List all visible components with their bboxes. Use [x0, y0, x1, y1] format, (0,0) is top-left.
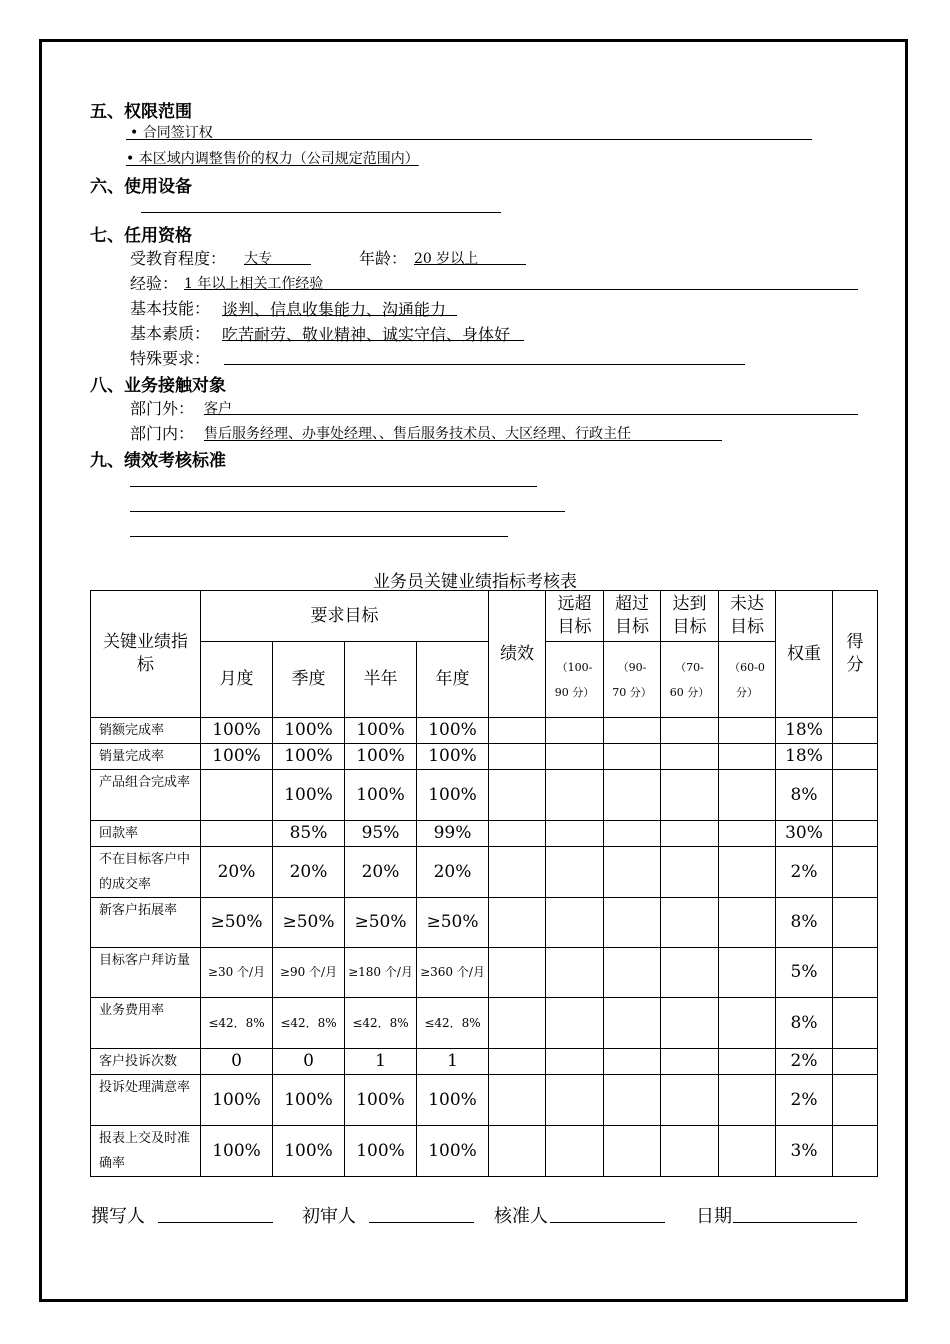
- row-weight: 8%: [776, 898, 833, 948]
- row-weight: 2%: [776, 847, 833, 898]
- row-level-meet-cell: [661, 718, 719, 744]
- row-level-below-cell: [719, 718, 776, 744]
- row-target-half: 95%: [345, 821, 417, 847]
- row-weight: 2%: [776, 1075, 833, 1126]
- education-value: 大专: [244, 251, 272, 267]
- external-contacts-underline: [204, 414, 858, 415]
- row-indicator-name: 客户投诉次数: [91, 1049, 201, 1075]
- education-label: 受教育程度：: [130, 249, 227, 268]
- row-level-meet-cell: [661, 1049, 719, 1075]
- row-weight: 3%: [776, 1126, 833, 1177]
- row-target-year: 20%: [417, 847, 489, 898]
- row-target-half: 100%: [345, 770, 417, 821]
- row-weight: 2%: [776, 1049, 833, 1075]
- table-row: [91, 821, 878, 847]
- row-indicator-name: 新客户拓展率: [91, 898, 201, 948]
- table-row: [91, 898, 878, 948]
- table-row: [91, 948, 878, 998]
- header-quarter: 季度: [273, 642, 345, 718]
- row-target-month: 100%: [201, 744, 273, 770]
- row-level-below-cell: [719, 948, 776, 998]
- row-level-exceed-cell: [604, 948, 661, 998]
- row-performance-cell: [489, 1049, 546, 1075]
- external-contacts-label: 部门外：: [130, 399, 195, 418]
- row-level-far-exceed-cell: [546, 1049, 604, 1075]
- header-range-below: （60-0 分）: [719, 642, 776, 718]
- row-target-year: 100%: [417, 744, 489, 770]
- performance-blank-line-3: [130, 536, 508, 537]
- row-target-quarter: 100%: [273, 744, 345, 770]
- skills-underline: [222, 315, 457, 316]
- kpi-table: [90, 590, 878, 1177]
- header-weight: 权重: [776, 591, 833, 718]
- row-level-meet-cell: [661, 948, 719, 998]
- row-score-cell: [833, 718, 878, 744]
- header-score: 得分: [833, 591, 878, 718]
- row-level-far-exceed-cell: [546, 847, 604, 898]
- row-level-far-exceed-cell: [546, 998, 604, 1049]
- age-underline: [414, 264, 526, 265]
- header-level-far-exceed: 远超目标: [546, 591, 604, 642]
- signature-first-review-line: [369, 1222, 474, 1223]
- row-level-below-cell: [719, 1075, 776, 1126]
- row-level-far-exceed-cell: [546, 744, 604, 770]
- row-performance-cell: [489, 744, 546, 770]
- row-target-month: [201, 770, 273, 821]
- row-target-year: 99%: [417, 821, 489, 847]
- row-target-quarter: 100%: [273, 718, 345, 744]
- header-range-far-exceed: （100-90 分）: [546, 642, 604, 718]
- row-level-meet-cell: [661, 898, 719, 948]
- row-target-quarter: 85%: [273, 821, 345, 847]
- section-heading-performance: 九、绩效考核标准: [90, 451, 226, 471]
- row-level-meet-cell: [661, 770, 719, 821]
- signature-approver-line: [550, 1222, 665, 1223]
- row-level-meet-cell: [661, 847, 719, 898]
- signature-writer: [91, 1202, 145, 1228]
- row-level-below-cell: [719, 821, 776, 847]
- row-weight: 18%: [776, 718, 833, 744]
- table-header-row-1: [91, 591, 878, 642]
- row-target-year: 100%: [417, 770, 489, 821]
- row-level-meet-cell: [661, 1126, 719, 1177]
- row-weight: 30%: [776, 821, 833, 847]
- row-weight: 8%: [776, 770, 833, 821]
- row-level-meet-cell: [661, 1075, 719, 1126]
- row-target-half: ≤42．8%: [345, 998, 417, 1049]
- row-score-cell: [833, 821, 878, 847]
- row-level-exceed-cell: [604, 1049, 661, 1075]
- row-target-month: 100%: [201, 718, 273, 744]
- row-performance-cell: [489, 898, 546, 948]
- row-performance-cell: [489, 1075, 546, 1126]
- row-target-month: 100%: [201, 1075, 273, 1126]
- row-target-year: ≤42．8%: [417, 998, 489, 1049]
- row-indicator-name: 投诉处理满意率: [91, 1075, 201, 1126]
- age-label: 年龄：: [359, 249, 408, 268]
- header-range-meet: （70-60 分）: [661, 642, 719, 718]
- row-performance-cell: [489, 847, 546, 898]
- row-target-half: 100%: [345, 744, 417, 770]
- header-indicator: 关键业绩指标: [91, 591, 201, 718]
- special-requirements-label: 特殊要求：: [130, 349, 211, 368]
- experience-underline: [184, 289, 858, 290]
- row-indicator-name: 业务费用率: [91, 998, 201, 1049]
- authority-item-contract: • 合同签订权: [130, 125, 213, 141]
- row-target-year: 100%: [417, 1075, 489, 1126]
- row-level-exceed-cell: [604, 998, 661, 1049]
- signature-date-line: [733, 1222, 857, 1223]
- row-level-exceed-cell: [604, 821, 661, 847]
- row-level-exceed-cell: [604, 718, 661, 744]
- row-score-cell: [833, 998, 878, 1049]
- experience-value: 1 年以上相关工作经验: [184, 276, 324, 292]
- row-level-below-cell: [719, 847, 776, 898]
- row-level-far-exceed-cell: [546, 948, 604, 998]
- row-target-half: ≥180 个/月: [345, 948, 417, 998]
- row-score-cell: [833, 1049, 878, 1075]
- row-performance-cell: [489, 718, 546, 744]
- row-target-quarter: 20%: [273, 847, 345, 898]
- row-score-cell: [833, 948, 878, 998]
- header-year: 年度: [417, 642, 489, 718]
- row-weight: 18%: [776, 744, 833, 770]
- row-target-year: 1: [417, 1049, 489, 1075]
- row-target-quarter: ≥90 个/月: [273, 948, 345, 998]
- signature-approver: [494, 1202, 548, 1228]
- row-target-half: 100%: [345, 718, 417, 744]
- row-score-cell: [833, 744, 878, 770]
- row-indicator-name: 销量完成率: [91, 744, 201, 770]
- row-target-month: ≥30 个/月: [201, 948, 273, 998]
- row-score-cell: [833, 898, 878, 948]
- section-heading-authority: 五、权限范围: [90, 102, 192, 122]
- row-target-month: 100%: [201, 1126, 273, 1177]
- header-level-below: 未达目标: [719, 591, 776, 642]
- row-level-exceed-cell: [604, 847, 661, 898]
- row-target-year: 100%: [417, 718, 489, 744]
- section-heading-equipment: 六、使用设备: [90, 177, 192, 197]
- row-level-far-exceed-cell: [546, 718, 604, 744]
- table-row: [91, 998, 878, 1049]
- experience-label: 经验：: [130, 274, 179, 293]
- header-range-exceed: （90-70 分）: [604, 642, 661, 718]
- row-level-far-exceed-cell: [546, 1126, 604, 1177]
- performance-blank-line-2: [130, 511, 565, 512]
- row-target-year: ≥50%: [417, 898, 489, 948]
- row-level-meet-cell: [661, 821, 719, 847]
- row-weight: 8%: [776, 998, 833, 1049]
- row-level-meet-cell: [661, 998, 719, 1049]
- section-heading-contacts: 八、业务接触对象: [90, 376, 226, 396]
- row-level-below-cell: [719, 744, 776, 770]
- row-performance-cell: [489, 770, 546, 821]
- row-level-below-cell: [719, 1126, 776, 1177]
- row-target-half: ≥50%: [345, 898, 417, 948]
- header-performance: 绩效: [489, 591, 546, 718]
- header-target: 要求目标: [201, 591, 489, 642]
- equipment-blank-line: [141, 212, 501, 213]
- table-row: [91, 718, 878, 744]
- signature-approver-label: 核准人: [494, 1206, 548, 1227]
- skills-label: 基本技能：: [130, 299, 211, 318]
- header-month: 月度: [201, 642, 273, 718]
- row-indicator-name: 产品组合完成率: [91, 770, 201, 821]
- row-target-quarter: 100%: [273, 1075, 345, 1126]
- header-level-meet: 达到目标: [661, 591, 719, 642]
- row-target-quarter: ≤42．8%: [273, 998, 345, 1049]
- table-row: [91, 847, 878, 898]
- row-performance-cell: [489, 998, 546, 1049]
- internal-contacts-underline: [204, 440, 722, 441]
- external-contacts-value: 客户: [204, 401, 232, 417]
- table-caption: 业务员关键业绩指标考核表: [373, 572, 577, 592]
- row-level-far-exceed-cell: [546, 1075, 604, 1126]
- row-weight: 5%: [776, 948, 833, 998]
- row-score-cell: [833, 1126, 878, 1177]
- row-target-quarter: 100%: [273, 1126, 345, 1177]
- row-target-month: ≥50%: [201, 898, 273, 948]
- signature-first-review: [302, 1202, 356, 1228]
- row-level-far-exceed-cell: [546, 821, 604, 847]
- table-header-row-2: [91, 642, 878, 718]
- internal-contacts-value: 售后服务经理、办事处经理、、售后服务技术员、大区经理、行政主任: [204, 426, 631, 442]
- row-target-month: [201, 821, 273, 847]
- row-level-far-exceed-cell: [546, 770, 604, 821]
- row-level-exceed-cell: [604, 744, 661, 770]
- row-target-year: ≥360 个/月: [417, 948, 489, 998]
- row-indicator-name: 目标客户拜访量: [91, 948, 201, 998]
- row-target-half: 1: [345, 1049, 417, 1075]
- signature-date: [696, 1202, 732, 1228]
- skills-value: 谈判、信息收集能力、沟通能力: [222, 300, 447, 319]
- row-level-exceed-cell: [604, 898, 661, 948]
- row-target-year: 100%: [417, 1126, 489, 1177]
- row-level-below-cell: [719, 1049, 776, 1075]
- performance-blank-line-1: [130, 486, 537, 487]
- age-value: 20 岁以上: [414, 251, 479, 267]
- table-row: [91, 1049, 878, 1075]
- qualities-value: 吃苦耐劳、敬业精神、诚实守信、身体好: [222, 325, 511, 344]
- section-heading-qualifications: 七、任用资格: [90, 226, 192, 246]
- row-indicator-name: 销额完成率: [91, 718, 201, 744]
- row-indicator-name: 回款率: [91, 821, 201, 847]
- row-score-cell: [833, 770, 878, 821]
- internal-contacts-label: 部门内：: [130, 424, 195, 443]
- row-performance-cell: [489, 1126, 546, 1177]
- row-target-month: 20%: [201, 847, 273, 898]
- row-target-month: ≤42．8%: [201, 998, 273, 1049]
- row-score-cell: [833, 847, 878, 898]
- row-target-quarter: 100%: [273, 770, 345, 821]
- table-row: [91, 1075, 878, 1126]
- row-level-exceed-cell: [604, 1075, 661, 1126]
- row-target-month: 0: [201, 1049, 273, 1075]
- row-target-quarter: ≥50%: [273, 898, 345, 948]
- row-level-meet-cell: [661, 744, 719, 770]
- row-performance-cell: [489, 948, 546, 998]
- authority-item-contract-underline: [126, 139, 812, 140]
- signature-writer-label: 撰写人: [91, 1206, 145, 1227]
- education-underline: [244, 264, 311, 265]
- table-row: [91, 1126, 878, 1177]
- qualities-label: 基本素质：: [130, 324, 211, 343]
- signature-first-review-label: 初审人: [302, 1206, 356, 1227]
- row-indicator-name: 不在目标客户中的成交率: [91, 847, 201, 898]
- row-level-below-cell: [719, 770, 776, 821]
- row-level-far-exceed-cell: [546, 898, 604, 948]
- special-requirements-blank-line: [224, 364, 745, 365]
- row-level-exceed-cell: [604, 1126, 661, 1177]
- row-level-below-cell: [719, 998, 776, 1049]
- row-indicator-name: 报表上交及时准确率: [91, 1126, 201, 1177]
- header-half-year: 半年: [345, 642, 417, 718]
- row-target-half: 100%: [345, 1126, 417, 1177]
- row-level-exceed-cell: [604, 770, 661, 821]
- qualities-underline: [222, 340, 524, 341]
- table-row: [91, 744, 878, 770]
- row-target-half: 100%: [345, 1075, 417, 1126]
- table-row: [91, 770, 878, 821]
- row-score-cell: [833, 1075, 878, 1126]
- row-performance-cell: [489, 821, 546, 847]
- row-target-half: 20%: [345, 847, 417, 898]
- kpi-table-body: [91, 718, 878, 1177]
- row-target-quarter: 0: [273, 1049, 345, 1075]
- header-level-exceed: 超过目标: [604, 591, 661, 642]
- signature-writer-line: [158, 1222, 273, 1223]
- signature-date-label: 日期: [696, 1206, 732, 1227]
- authority-item-pricing: • 本区域内调整售价的权力（公司规定范围内）: [126, 151, 419, 167]
- row-level-below-cell: [719, 898, 776, 948]
